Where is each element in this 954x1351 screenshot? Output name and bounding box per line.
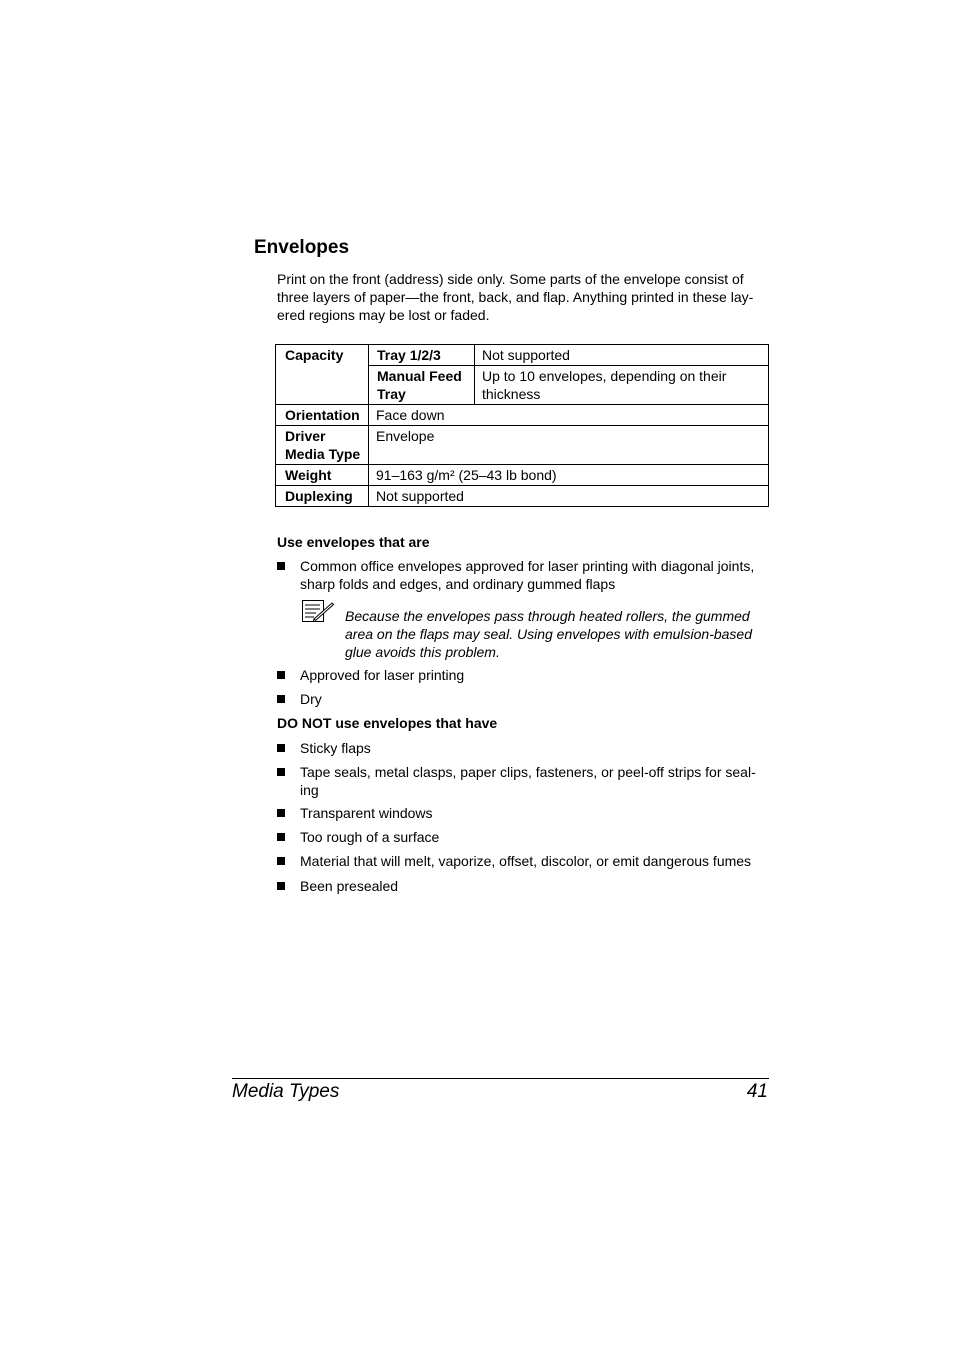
bullet-square-icon	[277, 857, 285, 865]
bullet-square-icon	[277, 833, 285, 841]
list-item-text: Approved for laser printing	[300, 667, 465, 683]
footer-chapter-title: Media Types	[232, 1081, 340, 1102]
list-item-line: sharp folds and edges, and ordinary gummed flaps	[300, 576, 616, 592]
driver-media-type-label-line: Media Type	[285, 446, 361, 462]
list-item-text	[300, 557, 754, 593]
manual-feed-value-line: thickness	[482, 386, 541, 402]
tray123-label: Tray 1/2/3	[369, 345, 475, 366]
list-item	[277, 690, 771, 708]
list-item-text: Material that will melt, vaporize, offset, discolor, or emit dangerous fumes	[300, 853, 752, 869]
list-item	[277, 739, 771, 757]
tray123-value: Not supported	[475, 345, 769, 366]
orientation-label: Orientation	[276, 405, 369, 426]
note-line: glue avoids this problem.	[345, 644, 500, 660]
list-item	[277, 763, 771, 799]
list-item-text: Dry	[300, 691, 322, 707]
list-item	[277, 804, 771, 822]
intro-line: Print on the front (address) side only. Some parts of the envelope consist of	[277, 271, 744, 287]
list-item-text: Too rough of a surface	[300, 829, 440, 845]
list-item-text	[300, 763, 756, 799]
note-text	[345, 607, 775, 661]
list-item	[277, 877, 771, 895]
table-row	[276, 465, 769, 486]
manual-feed-label-line: Tray	[377, 386, 406, 402]
manual-feed-label-line: Manual Feed	[377, 368, 462, 384]
driver-media-type-value: Envelope	[369, 426, 769, 465]
intro-line: ered regions may be lost or faded.	[277, 307, 490, 323]
note-pencil-icon	[302, 600, 334, 622]
capacity-label: Capacity	[276, 345, 369, 405]
bullet-square-icon	[277, 695, 285, 703]
envelope-spec-table	[275, 344, 769, 507]
manual-feed-tray-label	[369, 366, 475, 405]
manual-feed-tray-value	[475, 366, 769, 405]
list-item	[277, 666, 771, 684]
bullet-square-icon	[277, 562, 285, 570]
table-row	[276, 426, 769, 465]
orientation-value: Face down	[369, 405, 769, 426]
weight-value: 91–163 g/m² (25–43 lb bond)	[369, 465, 769, 486]
list-item-line: ing	[300, 782, 319, 798]
section-title: Envelopes	[254, 237, 350, 258]
list-item	[277, 852, 771, 870]
list-item-text: Transparent windows	[300, 805, 433, 821]
bullet-square-icon	[277, 671, 285, 679]
list-item	[277, 828, 771, 846]
bullet-square-icon	[277, 744, 285, 752]
list-item-line: Tape seals, metal clasps, paper clips, fasteners, or peel-off strips for seal-	[300, 764, 756, 780]
driver-media-type-label-line: Driver	[285, 428, 326, 444]
intro-paragraph	[277, 270, 771, 324]
footer-divider	[232, 1078, 769, 1079]
list-item-text: Sticky flaps	[300, 740, 371, 756]
do-not-use-heading: DO NOT use envelopes that have	[277, 715, 498, 731]
note-line: Because the envelopes pass through heated rollers, the gummed	[345, 608, 750, 624]
weight-label: Weight	[276, 465, 369, 486]
table-row	[276, 405, 769, 426]
table-row	[276, 486, 769, 507]
use-envelopes-heading: Use envelopes that are	[277, 534, 430, 550]
manual-feed-value-line: Up to 10 envelopes, depending on their	[482, 368, 727, 384]
driver-media-type-label	[276, 426, 369, 465]
duplexing-value: Not supported	[369, 486, 769, 507]
bullet-square-icon	[277, 768, 285, 776]
intro-line: three layers of paper—the front, back, and flap. Anything printed in these lay-	[277, 289, 754, 305]
note-line: area on the flaps may seal. Using envelopes with emulsion-based	[345, 626, 753, 642]
bullet-square-icon	[277, 882, 285, 890]
list-item	[277, 557, 771, 593]
page-number: 41	[746, 1081, 768, 1102]
table-row	[276, 345, 769, 366]
duplexing-label: Duplexing	[276, 486, 369, 507]
bullet-square-icon	[277, 809, 285, 817]
list-item-text: Been presealed	[300, 878, 399, 894]
list-item-line: Common office envelopes approved for laser printing with diagonal joints,	[300, 558, 755, 574]
